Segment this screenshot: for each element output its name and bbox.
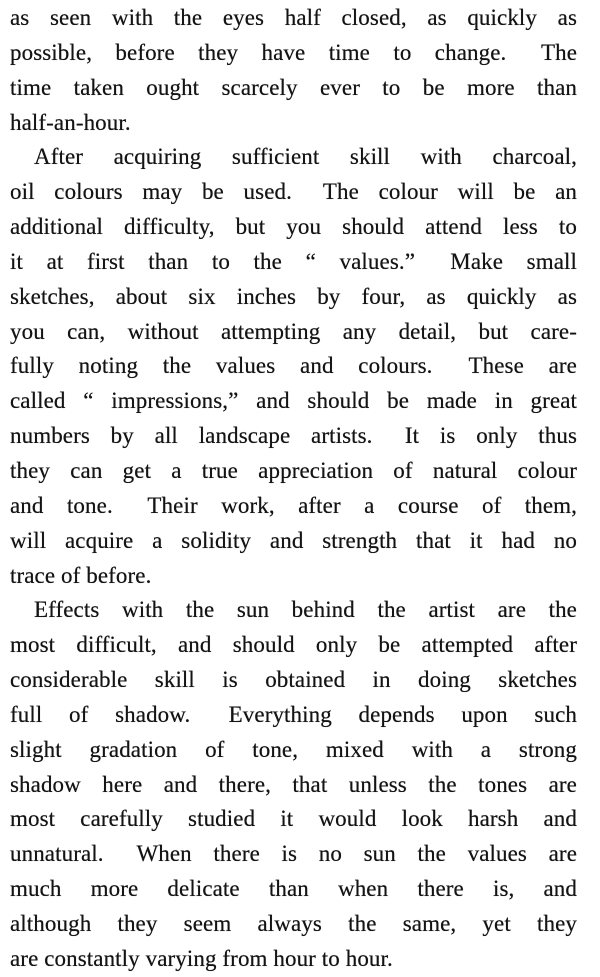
paragraph: [10, 140, 577, 593]
text-line: After acquiring sufficient skill with charcoal,: [34, 144, 577, 170]
text-line: trace of before.: [10, 562, 152, 588]
text-line: it at first than to the “ values.” Make small: [10, 248, 577, 274]
text-line: called “ impressions,” and should be made in great: [10, 388, 577, 414]
text-line: they can get a true appreciation of natural colour: [10, 457, 577, 483]
text-line: unnatural. When there is no sun the values are: [10, 841, 577, 867]
text-line: fully noting the values and colours. These are: [10, 353, 577, 379]
text-line: half-an-hour.: [10, 109, 131, 135]
paragraph: [10, 593, 577, 976]
text-line: will acquire a solidity and strength that it had no: [10, 527, 577, 553]
text-line: shadow here and there, that unless the tones are: [10, 771, 577, 797]
text-line: most carefully studied it would look harsh and: [10, 806, 577, 832]
text-line: as seen with the eyes half closed, as quickly as: [10, 5, 577, 30]
text-line: you can, without attempting any detail, but care-: [10, 318, 577, 344]
text-line: and tone. Their work, after a course of them,: [10, 492, 577, 518]
text-line: are constantly varying from hour to hour.: [10, 945, 393, 971]
text-line: slight gradation of tone, mixed with a strong: [10, 736, 577, 762]
text-line: Effects with the sun behind the artist are the: [34, 597, 577, 623]
text-line: possible, before they have time to change. The: [10, 39, 577, 65]
text-line: oil colours may be used. The colour will be an: [10, 179, 577, 205]
text-line: sketches, about six inches by four, as quickly as: [10, 283, 577, 309]
text-line: most difficult, and should only be attempted after: [10, 632, 577, 658]
text-line: numbers by all landscape artists. It is only thus: [10, 423, 577, 449]
text-line: much more delicate than when there is, and: [10, 876, 577, 902]
text-line: considerable skill is obtained in doing sketches: [10, 667, 577, 693]
text-line: although they seem always the same, yet they: [10, 910, 577, 936]
text-line: time taken ought scarcely ever to be more than: [10, 74, 577, 100]
text-line: full of shadow. Everything depends upon such: [10, 701, 577, 727]
paragraph: [10, 1, 577, 140]
text-line: additional difficulty, but you should attend less to: [10, 214, 577, 240]
